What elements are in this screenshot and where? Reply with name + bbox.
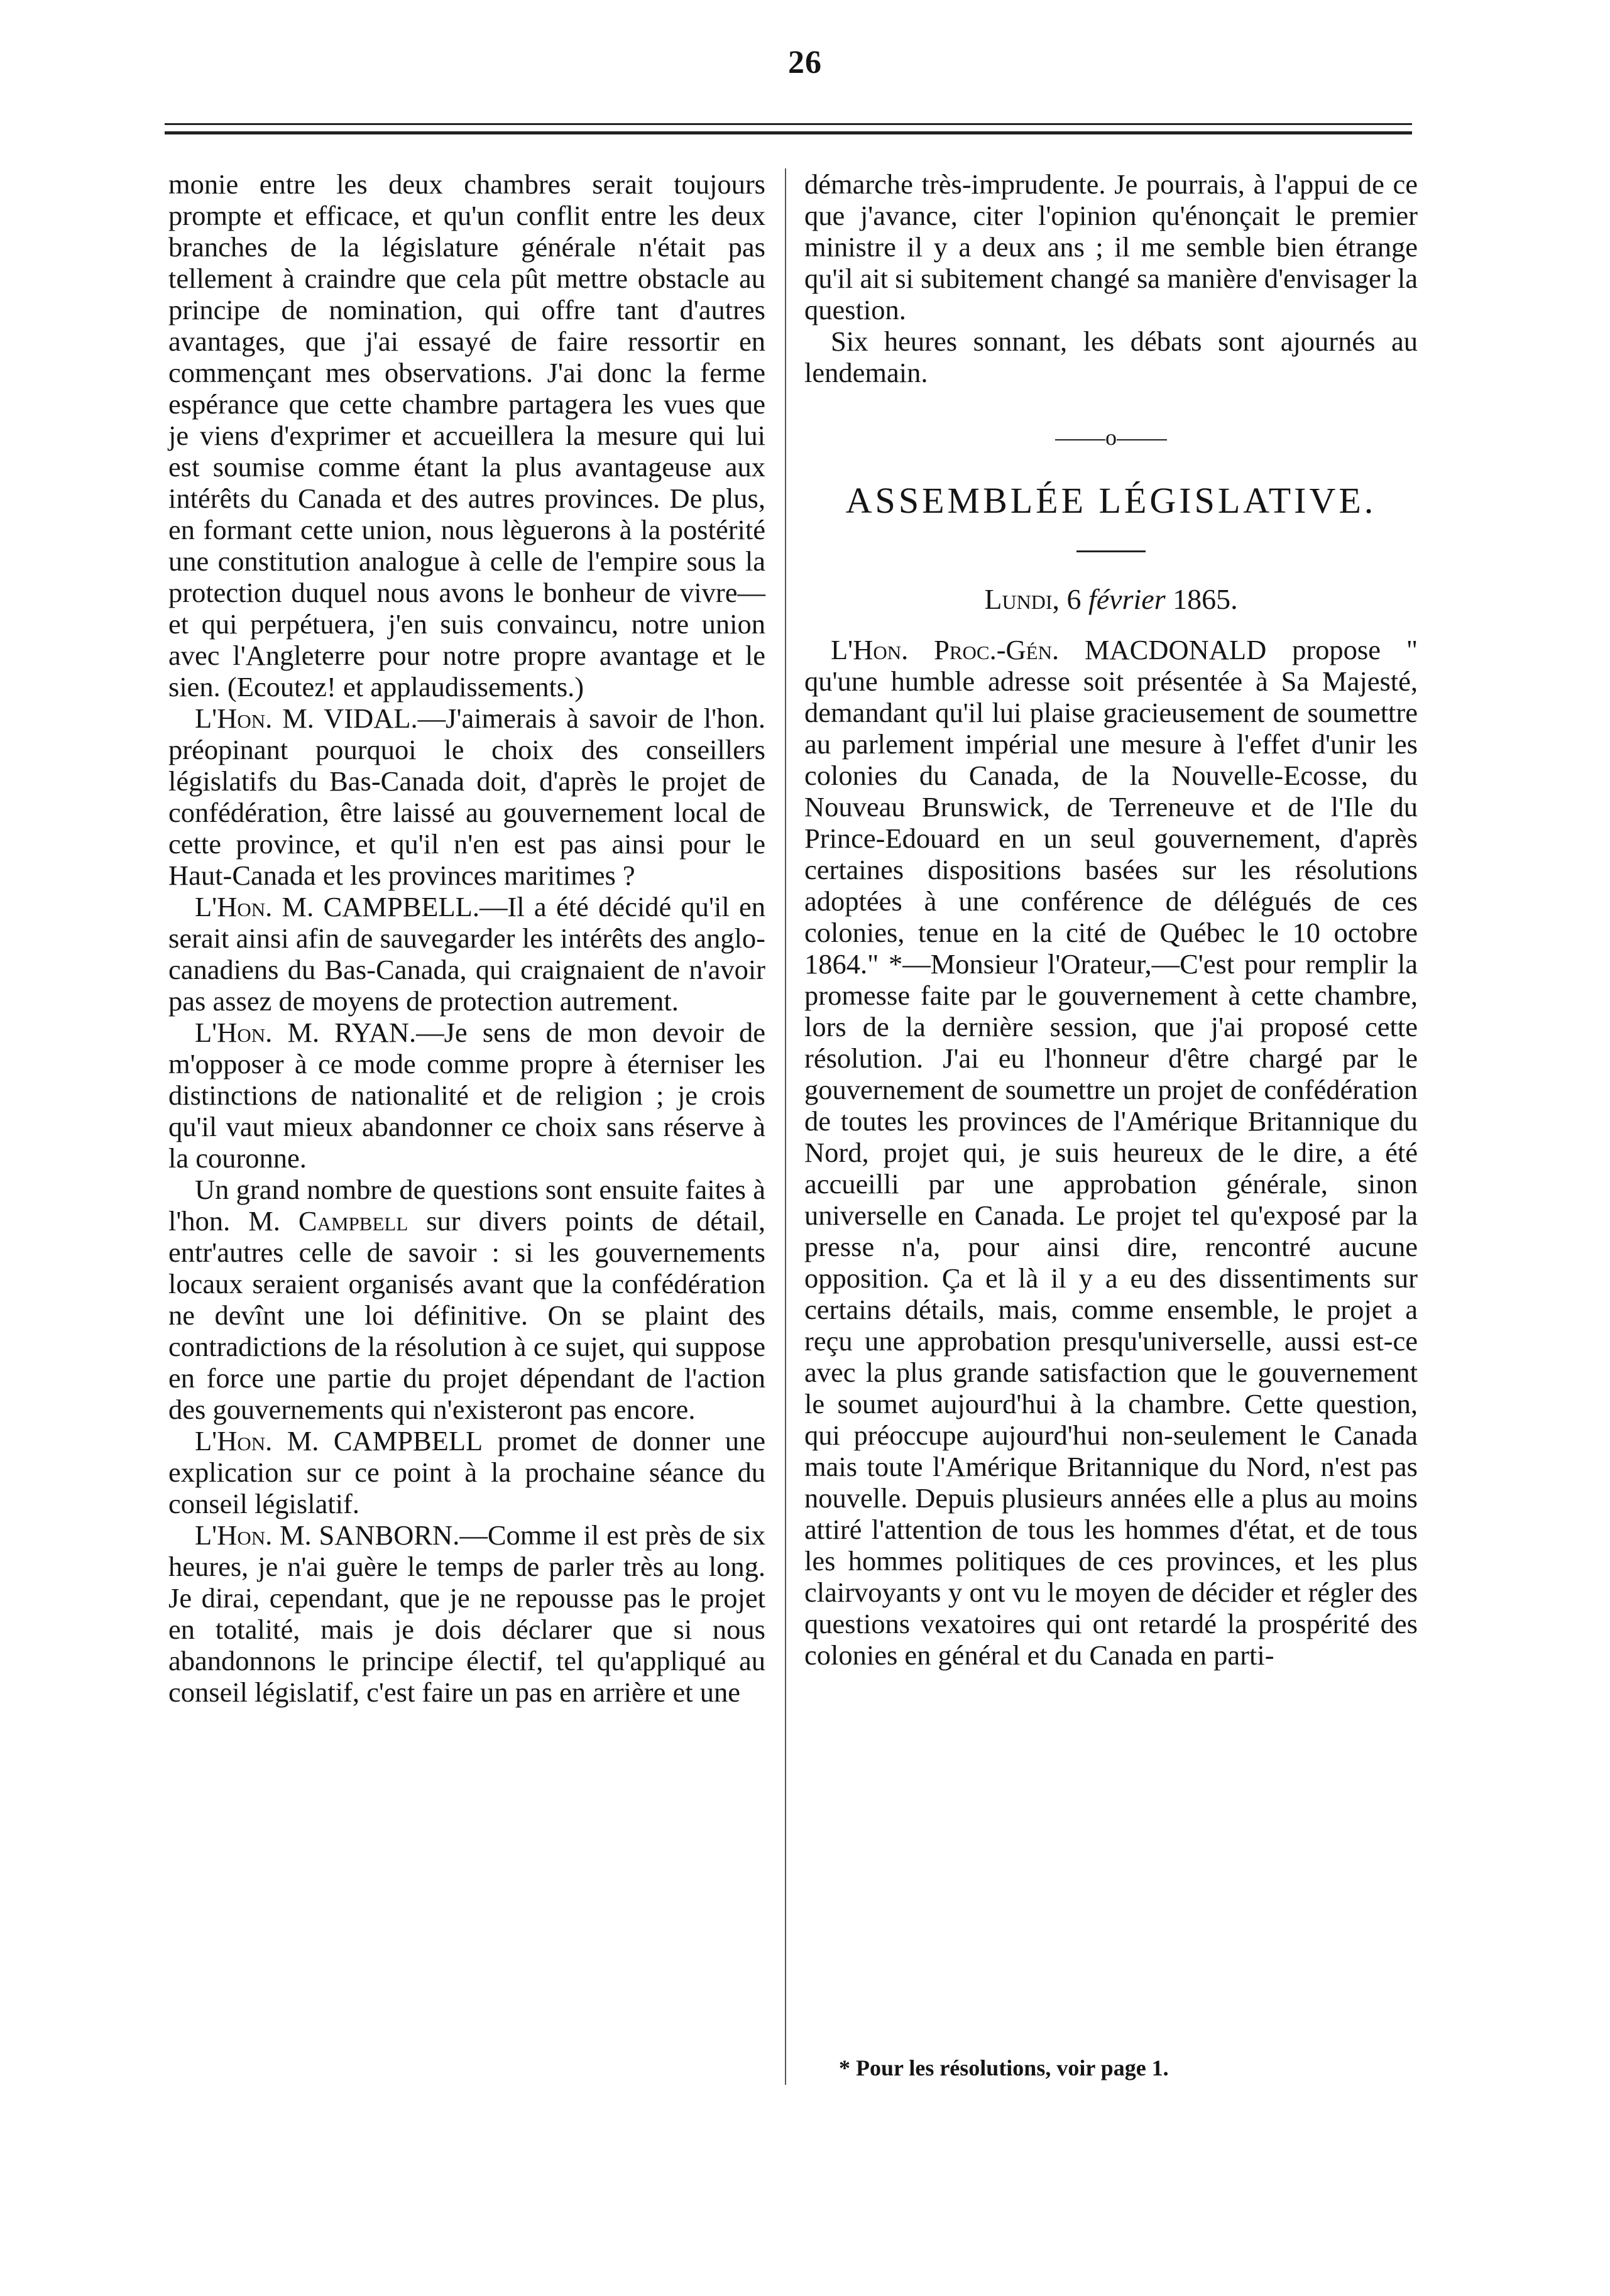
heading-rule — [1076, 550, 1146, 552]
header-rule — [165, 123, 1412, 134]
page-number: 26 — [788, 45, 822, 80]
section-heading: ASSEMBLÉE LÉGISLATIVE. — [845, 480, 1377, 521]
speech-campbell: —Il a été décidé qu'il en serait ainsi afin de sauvegarder les intérêts des anglo-canadiens du Bas-Canada, qui craignaient de n'avoir pas assez de moyens de protection autrement. — [168, 891, 765, 1017]
paragraph-campbell-2 — [168, 1425, 765, 1519]
date-year: 1865. — [1165, 583, 1238, 615]
date-month: février — [1088, 583, 1166, 615]
paragraph-sanborn — [168, 1519, 765, 1708]
speaker-macdonald: L'Hon. Proc.-Gén. MACDONALD — [831, 634, 1267, 665]
speech-vidal: —J'aimerais à savoir de l'hon. préopinant pourquoi le choix des conseillers législatifs du Bas-Canada doit, d'après le projet de confédération, être laissé au gouvernement local de cette province, et qu'il n'en est pas ainsi pour le Haut-Canada et les provinces maritimes ? — [168, 702, 765, 891]
paragraph-macdonald — [804, 634, 1418, 1671]
footnote: * Pour les résolutions, voir page 1. — [839, 2055, 1169, 2080]
speaker-sanborn: L'Hon. M. SANBORN. — [195, 1519, 460, 1551]
speech-sanborn: —Comme il est près de six heures, je n'ai guère le temps de parler très au long. Je dirai, cependant, que je ne repousse pas le projet en totalité, mais je dois déclarer que si nous abandonnons le principe électif, tel qu'appliqué au conseil législatif, c'est faire un pas en arrière et une — [168, 1519, 765, 1708]
ornament-divider — [804, 426, 1418, 449]
paragraph-continuation: monie entre les deux chambres serait toujours prompte et efficace, et qu'un conflit entre les deux branches de la législature générale n'était pas tellement à craindre que cela pût mettre obstacle au principe de nomination, qui offre tant d'autres avantages, que j'ai essayé de faire ressortir en commençant mes observations. J'ai donc la ferme espérance que cette chambre partagera les vues que je viens d'exprimer et accueillera la mesure qui lui est soumise comme étant la plus avantageuse aux intérêts du Canada et des autres provinces. De plus, en formant cette union, nous lèguerons à la postérité une constitution analogue à celle de l'empire sous la protection duquel nous avons le bonheur de vivre—et qui perpétuera, j'en suis convaincu, notre union avec l'Angleterre pour notre propre avantage et le sien. (Ecoutez! et applaudissements.) — [168, 168, 765, 702]
paragraph-campbell — [168, 891, 765, 1017]
paragraph-questions — [168, 1174, 765, 1425]
speech-ryan: —Je sens de mon devoir de m'opposer à ce mode comme propre à éterniser les distinctions de nationalité et de religion ; je crois qu'il vaut mieux abandonner ce choix sans réserve à la couronne. — [168, 1017, 765, 1174]
paragraph-ryan — [168, 1017, 765, 1174]
ornament-glyph: o — [1105, 425, 1117, 450]
paragraph-continuation-right: démarche très-imprudente. Je pourrais, à l'appui de ce que j'avance, citer l'opinion qu'énonçait le premier ministre il y a deux ans ; il me semble bien étrange qu'il ait si subitement changé sa manière d'envisager la question. — [804, 168, 1418, 325]
session-date — [804, 584, 1418, 615]
left-column — [168, 168, 765, 2242]
date-day: Lundi, 6 — [984, 583, 1088, 615]
speaker-vidal: L'Hon. M. VIDAL. — [195, 702, 418, 734]
questions-name: Campbell — [298, 1205, 408, 1237]
questions-text-a: Un grand nombre de questions sont ensuite faites à l'hon. M. — [168, 1174, 765, 1237]
speaker-campbell-2: L'Hon. M. CAMPBELL — [195, 1425, 483, 1457]
speaker-campbell: L'Hon. M. CAMPBELL. — [195, 891, 479, 922]
right-column — [804, 168, 1418, 2242]
paragraph-adjourn: Six heures sonnant, les débats sont ajournés au lendemain. — [804, 325, 1418, 388]
speech-campbell-2: promet de donner une explication sur ce point à la prochaine séance du conseil législatif. — [168, 1425, 765, 1519]
paragraph-vidal — [168, 702, 765, 891]
speech-macdonald: propose " qu'une humble adresse soit présentée à Sa Majesté, demandant qu'il lui plaise gracieusement de soumettre au parlement impérial une mesure à l'effet d'unir les colonies du Canada, de la Nouvelle-Ecosse, du Nouveau Brunswick, de Terreneuve et de l'Ile du Prince-Edouard en un seul gouvernement, d'après certaines dispositions basées sur les résolutions adoptées à une conférence de délégués de ces colonies, tenue en la cité de Québec le 10 octobre 1864." *—Monsieur l'Orateur,—C'est pour remplir la promesse faite par le gouvernement à cette chambre, lors de la dernière session, que j'ai proposé cette résolution. J'ai eu l'honneur d'être chargé par le gouvernement de soumettre un projet de confédération de toutes les provinces de l'Amérique Britannique du Nord, projet qui, je suis heureux de le dire, a été accueilli par une approbation générale, sinon universelle en Canada. Le projet tel qu'exposé par la presse n'a, pour ainsi dire, rencontré aucune opposition. Ça et là il y a eu des dissentiments sur certains détails, mais, comme ensemble, le projet a reçu une approbation presqu'universelle, aussi est-ce avec la plus grande satisfaction que le gouvernement le soumet aujourd'hui à la chambre. Cette question, qui préoccupe aujourd'hui non-seulement le Canada mais toute l'Amérique Britannique du Nord, n'est pas nouvelle. Depuis plusieurs années elle a plus au moins attiré l'attention de tous les hommes d'état, et de tous les hommes politiques de ces provinces, et les plus clairvoyants y ont vu le moyen de décider et régler des questions vexatoires qui ont retardé la prospérité des colonies en général et du Canada en parti- — [804, 634, 1418, 1671]
questions-text-b: sur divers points de détail, entr'autres celle de savoir : si les gouvernements locaux seraient organisés avant que la confédération ne devînt une loi définitive. On se plaint des contradictions de la résolution à ce sujet, qui suppose en force une partie du projet dépendant de l'action des gouvernements qui n'existeront pas encore. — [168, 1205, 765, 1425]
speaker-ryan: L'Hon. M. RYAN. — [195, 1017, 417, 1048]
column-divider — [785, 168, 786, 2085]
